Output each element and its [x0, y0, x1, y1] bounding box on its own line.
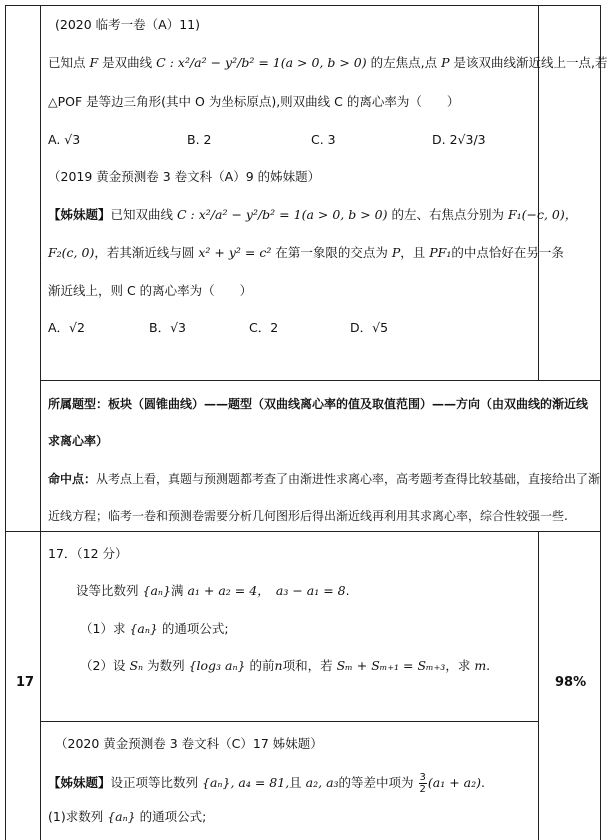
question-number-cell: 17 — [16, 675, 35, 690]
option-2-D: D．√5 — [350, 320, 389, 335]
part-text: 的前 — [249, 658, 275, 673]
problem-1-text: 是该双曲线渐近线上一点,若 — [453, 55, 608, 70]
hit-point-text: 从考点上看，真题与预测题都考查了由渐进性求离心率，高考题考查得比较基础，直接给出了渐 — [96, 472, 601, 486]
segment-PF1: PF₁ — [429, 245, 452, 260]
problem-1-text: 已知点 — [48, 55, 86, 70]
part-text: (1)求数列 — [48, 809, 104, 824]
hit-point-label: 命中点： — [48, 472, 97, 486]
option-2-B: B．√3 — [149, 320, 186, 335]
focus-F2: F₂(c, 0) — [48, 245, 95, 260]
problem-2-line-1 — [48, 206, 577, 224]
fraction-denominator: 2 — [419, 784, 426, 795]
part-text: ，求 — [445, 658, 471, 673]
problem-2-line-2 — [48, 244, 564, 262]
category-note-line-1: 所属题型：板块（圆锥曲线）——题型（双曲线离心率的值及取值范围）——方向（由双曲线的渐近线 — [48, 397, 589, 411]
fraction-three-halves — [419, 772, 427, 795]
problem-2-text: 在第一象限的交点为 — [275, 245, 388, 260]
sister-text: 且 — [289, 775, 302, 790]
focus-F1: F₁(−c, 0)， — [507, 207, 578, 222]
point-P: P — [441, 55, 450, 70]
sequence-symbol: {aₙ} — [129, 621, 158, 636]
punctuation: . — [486, 658, 491, 673]
sister-text: 设正项等比数列 — [110, 775, 199, 790]
problem-1-text: 是双曲线 — [102, 55, 153, 70]
log-sequence: {log₃ aₙ} — [188, 658, 246, 673]
option-2-A: A．√2 — [48, 320, 85, 335]
sequence-symbol: {aₙ} — [107, 809, 136, 824]
sister-problem-tag: 【姊妹题】 — [48, 775, 111, 790]
problem-2-text: ，若其渐近线与圆 — [94, 245, 195, 260]
a4-value: , a₄ = 81, — [230, 775, 290, 790]
hyperbola-equation: C : x²/a² − y²/b² = 1(a > 0, b > 0) — [156, 55, 367, 70]
question-text: 设等比数列 — [76, 583, 139, 598]
option-2-C: C．2 — [249, 320, 279, 335]
table-column-divider-1 — [40, 5, 41, 840]
variable-m: m — [474, 658, 487, 673]
question-17-heading: 17．（12 分） — [48, 546, 128, 561]
category-note-line-2: 求离心率） — [48, 434, 109, 448]
fraction-numerator: 3 — [419, 772, 426, 783]
question-text: 满 — [170, 583, 184, 598]
sequence-symbol: {aₙ} — [142, 583, 171, 598]
rate-cell: 98% — [555, 675, 587, 690]
problem-1-text: 的左焦点,点 — [370, 55, 438, 70]
problem-2-text: ，且 — [400, 245, 426, 260]
table-border-right — [600, 5, 601, 840]
sister-problem-17-line-1 — [48, 772, 485, 795]
punctuation: . — [345, 583, 350, 598]
hyperbola-equation-2: C : x²/a² − y²/b² = 1(a > 0, b > 0) — [177, 207, 388, 222]
option-1-B: B. 2 — [187, 132, 212, 147]
sister-problem-17-part-1 — [48, 808, 206, 826]
table-column-divider-2-bottom — [538, 531, 539, 840]
hit-point-line-1 — [48, 470, 600, 488]
terms-a2-a3: a₂, a₃ — [305, 775, 339, 790]
punctuation: . — [481, 775, 486, 790]
option-1-C: C. 3 — [311, 132, 336, 147]
problem-2-text: 的中点恰好在另一条 — [451, 245, 564, 260]
table-row-divider-notes — [40, 380, 600, 381]
sequence-symbol: {aₙ} — [202, 775, 231, 790]
sum-a1-a2: (a₁ + a₂) — [427, 775, 482, 790]
part-text: 的通项公式; — [139, 809, 207, 824]
part-text: 项和，若 — [282, 658, 333, 673]
part-text: 为数列 — [147, 658, 185, 673]
table-subrow-divider — [40, 721, 539, 722]
part-text: （2）设 — [80, 658, 126, 673]
point-F: F — [89, 55, 99, 70]
problem-1-line-2: △POF 是等边三角形(其中 O 为坐标原点),则双曲线 C 的离心率为（ ） — [48, 94, 460, 109]
source-label-2: （2019 黄金预测卷 3 卷文科（A）9 的姊妹题） — [48, 169, 321, 184]
sum-equation: Sₘ + Sₘ₊₁ = Sₘ₊₃ — [336, 658, 446, 673]
sister-problem-tag: 【姊妹题】 — [48, 207, 111, 222]
source-label-3: （2020 黄金预测卷 3 卷文科（C）17 姊妹题） — [55, 736, 323, 751]
table-border-left — [5, 5, 6, 840]
sum-symbol: Sₙ — [129, 658, 144, 673]
part-text: 的通项公式; — [161, 621, 229, 636]
table-frame — [5, 5, 601, 840]
problem-1-line-1 — [48, 54, 607, 72]
table-row-divider — [5, 531, 601, 532]
variable-n: n — [274, 658, 283, 673]
question-17-part-1 — [80, 620, 229, 638]
circle-equation: x² + y² = c² — [198, 245, 272, 260]
problem-2-text: 的左、右焦点分别为 — [391, 207, 504, 222]
hit-point-line-2: 近线方程；临考一卷和预测卷需要分析几何图形后得出渐近线再利用其求离心率，综合性较强一些. — [48, 509, 568, 523]
table-border-top — [5, 5, 601, 6]
problem-2-line-3: 渐近线上，则 C 的离心率为（ ） — [48, 283, 253, 298]
option-1-D: D. 2√3/3 — [432, 132, 486, 147]
question-17-part-2 — [80, 657, 490, 675]
source-label-1: (2020 临考一卷（A）11) — [55, 17, 200, 32]
condition-equations: a₁ + a₂ = 4， a₃ − a₁ = 8 — [187, 583, 346, 598]
part-text: （1）求 — [80, 621, 126, 636]
point-P-2: P — [391, 245, 401, 260]
sister-text: 的等差中项为 — [338, 775, 414, 790]
option-1-A: A. √3 — [48, 132, 81, 147]
question-17-stem — [76, 582, 350, 600]
problem-2-text: 已知双曲线 — [110, 207, 174, 222]
